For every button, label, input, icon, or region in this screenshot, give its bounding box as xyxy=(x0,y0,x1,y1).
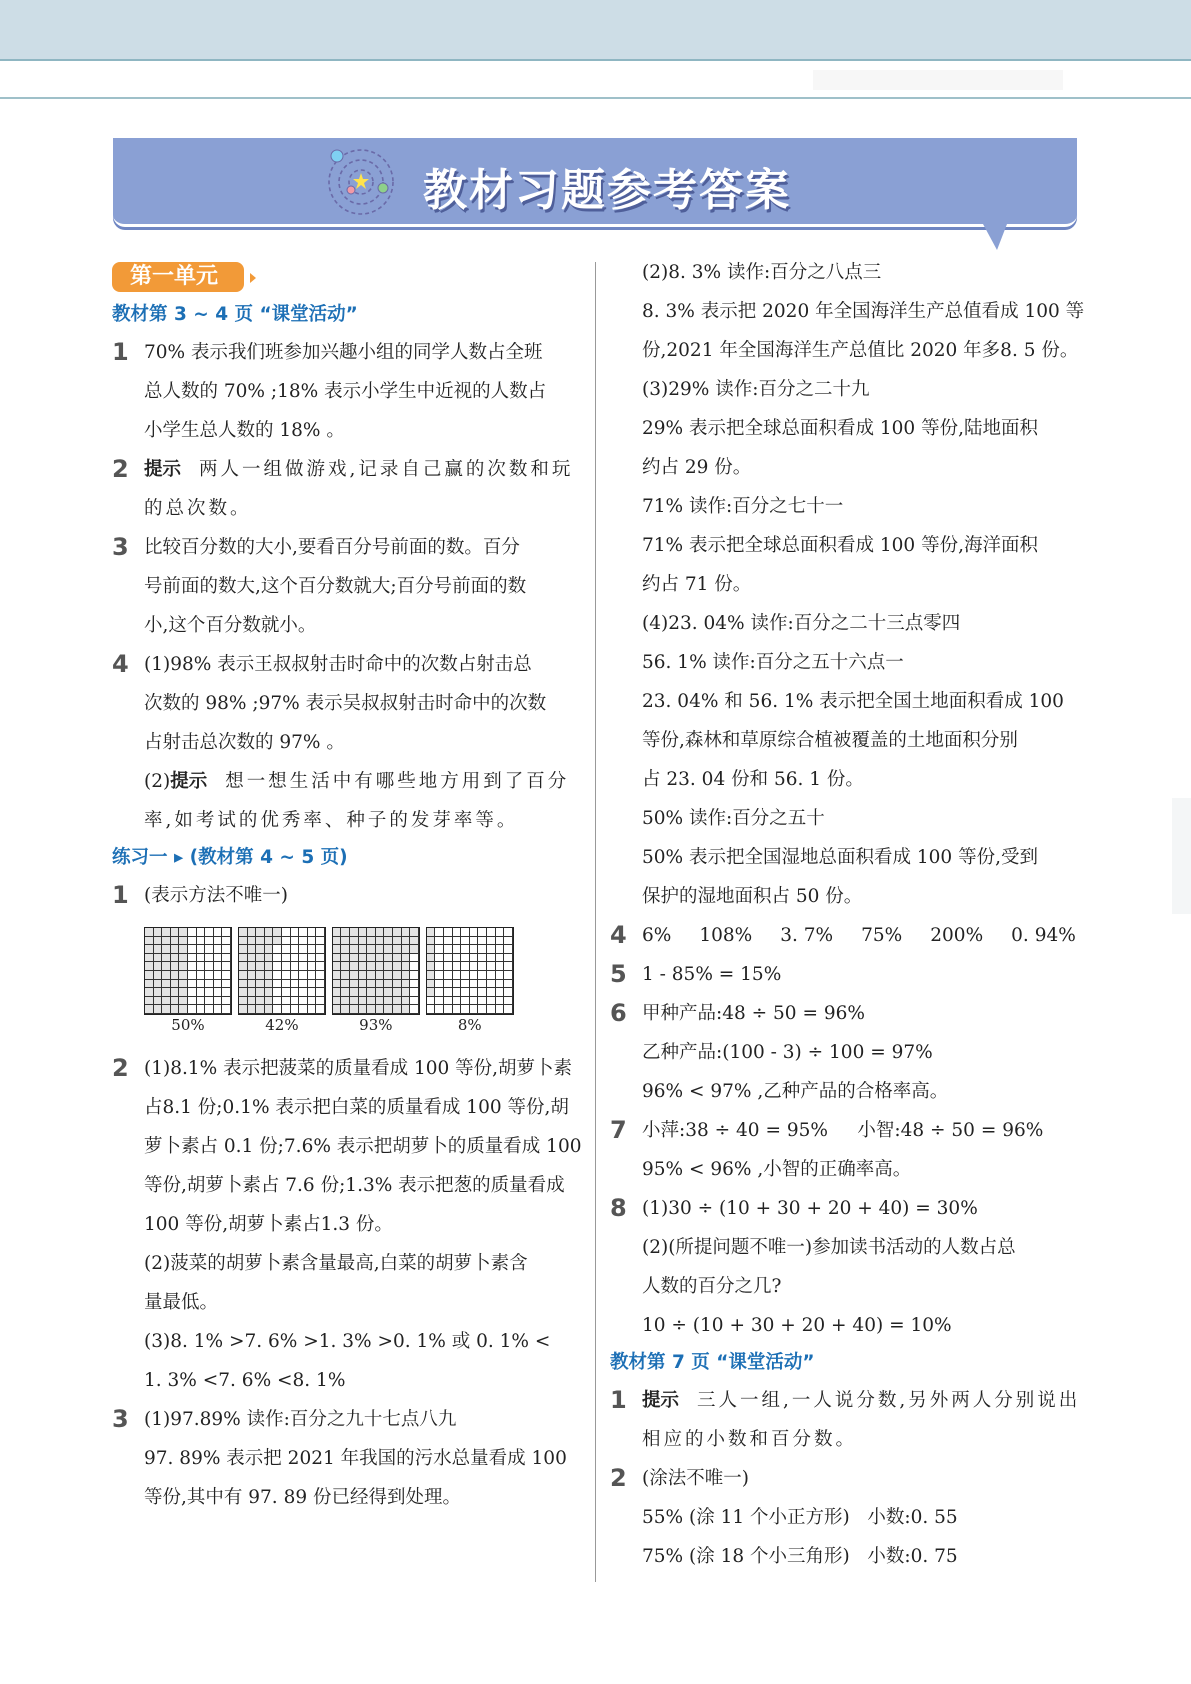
hint-label: 提示 xyxy=(170,771,208,792)
percent-value: 75% xyxy=(861,925,903,946)
exercise-3-continued: (2)8. 3% 读作:百分之八点三 8. 3% 表示把 2020 年全国海洋生产总值看成 100 等 份,2021 年全国海洋生产总值比 2020 年多8. 5 份。 (3)29% 读作:百分之二十九 29% 表示把全球总面积看成 100 等份,陆地面积 约占 29 份。 71% 读作:百分之七十一 71% 表示把全球总面积看成 100 等份,海洋面积 约占 71 份。 (4)23. 04% 读作:百分之二十三点零四 56. 1% 读作:百分之五十六点一 23. 04% 和 56. 1% 表示把全国土地面积看成 100 等份,森林和草原综合植被覆盖的土地面积分别 占 23. 04 份和 56. 1 份。 50% 读作:百分之五十 50% 表示把全国湿地总面积看成 100 等份,受到 保护的湿地面积占 50 份。 xyxy=(642,262,1085,907)
orbit-icon xyxy=(323,142,399,218)
placeholder-block xyxy=(813,70,1063,90)
section-heading: 教材第 7 页 “课堂活动” xyxy=(610,1352,815,1373)
unit-badge: 第一单元 xyxy=(112,262,244,292)
section-heading: 练习一 ▸ (教材第 4 ~ 5 页) xyxy=(112,847,348,868)
column-divider xyxy=(595,262,596,1582)
activity-1: 1 提示 三人一组,一人说分数,另外两人分别说出 相应的小数和百分数。 xyxy=(610,1386,1081,1450)
exercise-4: 4 6% 108% 3. 7% 75% 200% 0. 94% xyxy=(610,921,1076,949)
title-banner xyxy=(113,138,1077,227)
left-column xyxy=(112,258,582,1517)
exercise-1: 1 (表示方法不唯一) xyxy=(112,881,288,909)
percent-value: 6% xyxy=(642,925,672,946)
question-4: 4 (1)98% 表示王叔叔射击时命中的次数占射击总 次数的 98% ;97% 表示吴叔叔射击时命中的次数 占射击总次数的 97% 。 (2)提示 想一想生活中有哪些地方用到了百分 率,如考试的优秀率、种子的发芽率等。 xyxy=(112,650,570,831)
arrow-icon xyxy=(250,273,256,283)
hint-label: 提示 xyxy=(144,459,182,480)
page-title: 教材习题参考答案 xyxy=(423,165,791,216)
percent-value: 0. 94% xyxy=(1011,925,1076,946)
question-1: 1 70% 表示我们班参加兴趣小组的同学人数占全班 总人数的 70% ;18% 表示小学生中近视的人数占 小学生总人数的 18% 。 xyxy=(112,338,547,441)
exercise-8: 8 (1)30 ÷ (10 + 30 + 20 + 40) = 30% (2)(所提问题不唯一)参加读书活动的人数占总 人数的百分之几? 10 ÷ (10 + 30 + 20 + 40) = 10% xyxy=(610,1194,1016,1336)
hundred-grid: 93% xyxy=(332,927,420,1035)
exercise-6: 6 甲种产品:48 ÷ 50 = 96% 乙种产品:(100 - 3) ÷ 100 = 97% 96% < 97% ,乙种产品的合格率高。 xyxy=(610,999,949,1102)
hundred-grids xyxy=(112,927,582,1035)
activity-2: 2 (涂法不唯一) 55% (涂 11 个小正方形) 小数:0. 55 75% (涂 18 个小三角形) 小数:0. 75 xyxy=(610,1464,958,1567)
exercise-7: 7 小萍:38 ÷ 40 = 95% 小智:48 ÷ 50 = 96% 95% < 96% ,小智的正确率高。 xyxy=(610,1116,1044,1180)
section-heading: 教材第 3 ~ 4 页 “课堂活动” xyxy=(112,304,358,325)
question-2: 2 提示 两人一组做游戏,记录自己赢的次数和玩 的总次数。 xyxy=(112,455,574,519)
exercise-2: 2 (1)8.1% 表示把菠菜的质量看成 100 等份,胡萝卜素 占8.1 份;0.1% 表示把白菜的质量看成 100 等份,胡 萝卜素占 0.1 份;7.6% 表示把胡萝卜的质量看成 100 等份,胡萝卜素占 7.6 份;1.3% 表示把葱的质量看成 100 等份,胡萝卜素占1.3 份。 (2)菠菜的胡萝卜素含量最高,白菜的胡萝卜素含 量最低。 (3)8. 1% >7. 6% >1. 3% >0. 1% 或 0. 1% < 1. 3% <7. 6% <8. 1% xyxy=(112,1053,582,1391)
exercise-5: 5 1 - 85% = 15% xyxy=(610,960,782,988)
side-tab xyxy=(1172,798,1191,914)
hundred-grid: 42% xyxy=(238,927,326,1035)
percent-value: 200% xyxy=(930,925,984,946)
percent-value: 108% xyxy=(699,925,753,946)
hint-label: 提示 xyxy=(642,1390,680,1411)
sub-bar xyxy=(0,61,1191,99)
speech-tail xyxy=(983,224,1007,250)
top-bar xyxy=(0,0,1191,61)
hundred-grid: 8% xyxy=(426,927,514,1035)
right-column xyxy=(610,253,1085,1576)
exercise-3: 3 (1)97.89% 读作:百分之九十七点八九 97. 89% 表示把 2021 年我国的污水总量看成 100 等份,其中有 97. 89 份已经得到处理。 xyxy=(112,1404,567,1508)
percent-value: 3. 7% xyxy=(780,925,834,946)
hundred-grid: 50% xyxy=(144,927,232,1035)
question-3: 3 比较百分数的大小,要看百分号前面的数。百分 号前面的数大,这个百分数就大;百分号前面的数 小,这个百分数就小。 xyxy=(112,533,527,636)
